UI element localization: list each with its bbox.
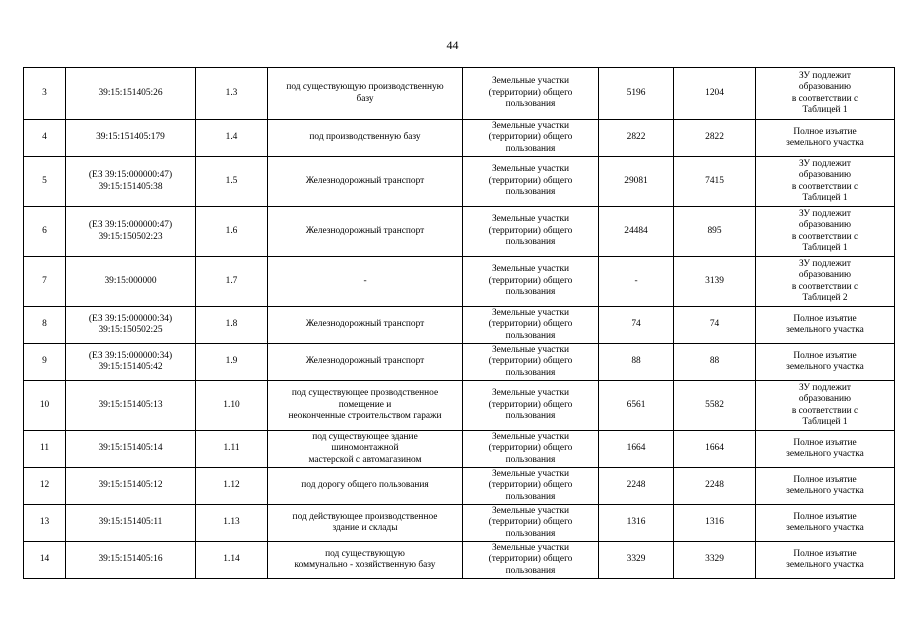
cadastral-number-cell: (ЕЗ 39:15:000000:34) 39:15:150502:25 [66,307,196,344]
total-area-cell: 3329 [599,542,674,579]
total-area-cell: 24484 [599,207,674,257]
land-category-cell: Земельные участки (территории) общего пользования [463,157,599,207]
land-category-cell: Земельные участки (территории) общего пользования [463,381,599,431]
note-cell: Полное изъятие земельного участка [756,505,895,542]
table-row [24,157,895,207]
note-cell: Полное изъятие земельного участка [756,431,895,468]
plot-index-cell: 1.12 [196,468,268,505]
total-area-cell: 5196 [599,68,674,120]
cadastral-number-cell: 39:15:151405:11 [66,505,196,542]
cadastral-number-cell: 39:15:151405:12 [66,468,196,505]
note-cell: ЗУ подлежит образованию в соответствии с Таблицей 2 [756,257,895,307]
area-seized-cell: 1316 [674,505,756,542]
area-seized-cell: 2822 [674,120,756,157]
total-area-cell: 2248 [599,468,674,505]
area-seized-cell: 3329 [674,542,756,579]
permitted-use-cell: под существующую коммунально - хозяйственную базу [268,542,463,579]
row-number-cell: 10 [24,381,66,431]
cadastral-number-cell: 39:15:151405:16 [66,542,196,579]
total-area-cell: 6561 [599,381,674,431]
permitted-use-cell: Железнодорожный транспорт [268,207,463,257]
table-row [24,207,895,257]
table-row [24,120,895,157]
plot-index-cell: 1.3 [196,68,268,120]
plot-index-cell: 1.10 [196,381,268,431]
cadastral-number-cell: 39:15:000000 [66,257,196,307]
land-category-cell: Земельные участки (территории) общего пользования [463,307,599,344]
area-seized-cell: 1204 [674,68,756,120]
plot-index-cell: 1.7 [196,257,268,307]
land-category-cell: Земельные участки (территории) общего пользования [463,431,599,468]
total-area-cell: 88 [599,344,674,381]
land-category-cell: Земельные участки (территории) общего пользования [463,542,599,579]
page-number: 44 [446,38,459,52]
permitted-use-cell: Железнодорожный транспорт [268,344,463,381]
permitted-use-cell: Железнодорожный транспорт [268,157,463,207]
plot-index-cell: 1.6 [196,207,268,257]
row-number-cell: 12 [24,468,66,505]
total-area-cell: 29081 [599,157,674,207]
note-cell: ЗУ подлежит образованию в соответствии с Таблицей 1 [756,68,895,120]
row-number-cell: 8 [24,307,66,344]
table-row [24,381,895,431]
plot-index-cell: 1.9 [196,344,268,381]
area-seized-cell: 74 [674,307,756,344]
table-row [24,468,895,505]
table-row [24,505,895,542]
permitted-use-cell: под существующую производственную базу [268,68,463,120]
note-cell: Полное изъятие земельного участка [756,542,895,579]
cadastral-number-cell: 39:15:151405:14 [66,431,196,468]
table-row [24,344,895,381]
area-seized-cell: 7415 [674,157,756,207]
land-plots-table [23,67,895,579]
row-number-cell: 13 [24,505,66,542]
cadastral-number-cell: 39:15:151405:13 [66,381,196,431]
row-number-cell: 3 [24,68,66,120]
total-area-cell: 74 [599,307,674,344]
row-number-cell: 5 [24,157,66,207]
land-category-cell: Земельные участки (территории) общего пользования [463,207,599,257]
cadastral-number-cell: 39:15:151405:179 [66,120,196,157]
plot-index-cell: 1.5 [196,157,268,207]
row-number-cell: 14 [24,542,66,579]
permitted-use-cell: - [268,257,463,307]
permitted-use-cell: под действующее производственное здание и склады [268,505,463,542]
note-cell: Полное изъятие земельного участка [756,307,895,344]
land-category-cell: Земельные участки (территории) общего пользования [463,505,599,542]
note-cell: Полное изъятие земельного участка [756,344,895,381]
permitted-use-cell: под существующее прозводственное помещение и неоконченные строительством гаражи [268,381,463,431]
cadastral-number-cell: 39:15:151405:26 [66,68,196,120]
table-row [24,431,895,468]
note-cell: ЗУ подлежит образованию в соответствии с Таблицей 1 [756,207,895,257]
row-number-cell: 9 [24,344,66,381]
land-category-cell: Земельные участки (территории) общего пользования [463,68,599,120]
row-number-cell: 4 [24,120,66,157]
plot-index-cell: 1.11 [196,431,268,468]
plot-index-cell: 1.8 [196,307,268,344]
permitted-use-cell: под производственную базу [268,120,463,157]
land-category-cell: Земельные участки (территории) общего пользования [463,120,599,157]
total-area-cell: 1316 [599,505,674,542]
row-number-cell: 11 [24,431,66,468]
plot-index-cell: 1.14 [196,542,268,579]
table-row [24,307,895,344]
table-row [24,257,895,307]
area-seized-cell: 5582 [674,381,756,431]
plot-index-cell: 1.4 [196,120,268,157]
cadastral-number-cell: (ЕЗ 39:15:000000:47) 39:15:151405:38 [66,157,196,207]
total-area-cell: - [599,257,674,307]
cadastral-number-cell: (ЕЗ 39:15:000000:47) 39:15:150502:23 [66,207,196,257]
area-seized-cell: 3139 [674,257,756,307]
table-row [24,542,895,579]
total-area-cell: 1664 [599,431,674,468]
note-cell: Полное изъятие земельного участка [756,468,895,505]
permitted-use-cell: Железнодорожный транспорт [268,307,463,344]
note-cell: Полное изъятие земельного участка [756,120,895,157]
permitted-use-cell: под существующее здание шиномонтажной мастерской с автомагазином [268,431,463,468]
land-category-cell: Земельные участки (территории) общего пользования [463,344,599,381]
area-seized-cell: 2248 [674,468,756,505]
total-area-cell: 2822 [599,120,674,157]
area-seized-cell: 895 [674,207,756,257]
permitted-use-cell: под дорогу общего пользования [268,468,463,505]
cadastral-number-cell: (ЕЗ 39:15:000000:34) 39:15:151405:42 [66,344,196,381]
note-cell: ЗУ подлежит образованию в соответствии с Таблицей 1 [756,381,895,431]
plot-index-cell: 1.13 [196,505,268,542]
land-category-cell: Земельные участки (территории) общего пользования [463,468,599,505]
note-cell: ЗУ подлежит образованию в соответствии с Таблицей 1 [756,157,895,207]
row-number-cell: 7 [24,257,66,307]
area-seized-cell: 88 [674,344,756,381]
table-row [24,68,895,120]
area-seized-cell: 1664 [674,431,756,468]
row-number-cell: 6 [24,207,66,257]
land-category-cell: Земельные участки (территории) общего пользования [463,257,599,307]
